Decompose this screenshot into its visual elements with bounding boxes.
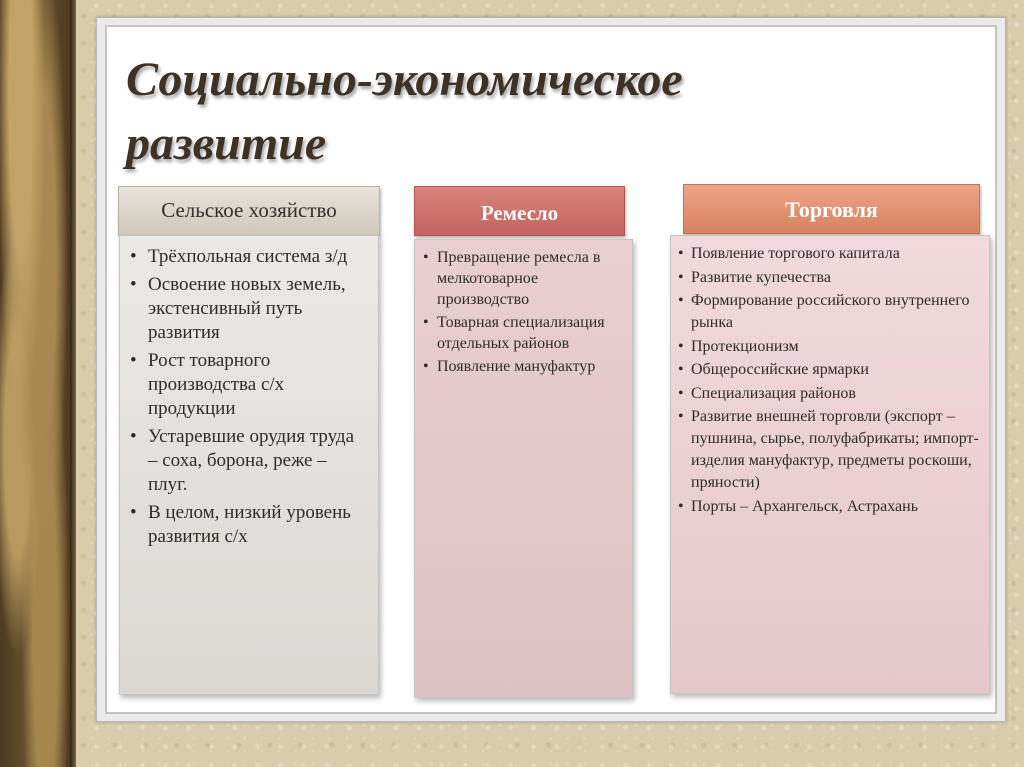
header-trade-label: Торговля	[785, 197, 878, 222]
list-item: • Формирование российского внутреннего рынка	[678, 290, 981, 334]
decorative-strip-edge	[70, 0, 76, 767]
list-item: • Товарная специализация отдельных районов	[423, 312, 624, 354]
list-item: • Появление торгового капитала	[678, 243, 981, 265]
list-item: • Протекционизм	[678, 336, 981, 358]
list-crafts	[423, 247, 624, 377]
panel-crafts	[414, 239, 633, 698]
header-crafts	[414, 186, 625, 236]
list-item: • Общероссийские ярмарки	[678, 359, 981, 381]
list-item: • В целом, низкий уровень развития с/х	[130, 501, 366, 549]
list-item: • Развитие купечества	[678, 267, 981, 289]
list-item: • Специализация районов	[678, 383, 981, 405]
list-item: • Устаревшие орудия труда – соха, борона, реже – плуг.	[130, 425, 366, 497]
list-item: • Превращение ремесла в мелкотоварное производство	[423, 247, 624, 310]
list-trade	[678, 243, 981, 518]
decorative-wood-strip	[0, 0, 70, 767]
header-crafts-label: Ремесло	[480, 201, 559, 225]
list-item: • Появление мануфактур	[423, 356, 624, 377]
header-agriculture-label: Сельское хозяйство	[161, 198, 337, 222]
header-trade	[683, 184, 980, 234]
panel-trade	[670, 235, 990, 694]
list-item: • Трёхпольная система з/д	[130, 245, 366, 269]
list-item: • Развитие внешней торговли (экспорт – пушнина, сырье, полуфабрикаты; импорт- изделия мануфактур, предметы роскоши, пряности)	[678, 406, 981, 494]
list-item: • Рост товарного производства с/х продукции	[130, 349, 366, 421]
panel-agriculture	[119, 235, 379, 695]
slide-title: Социально-экономическое развитие	[126, 53, 683, 170]
list-item: • Освоение новых земель, экстенсивный путь развития	[130, 273, 366, 345]
list-item: • Порты – Архангельск, Астрахань	[678, 496, 981, 518]
list-agriculture	[130, 245, 366, 549]
header-agriculture	[118, 186, 380, 236]
